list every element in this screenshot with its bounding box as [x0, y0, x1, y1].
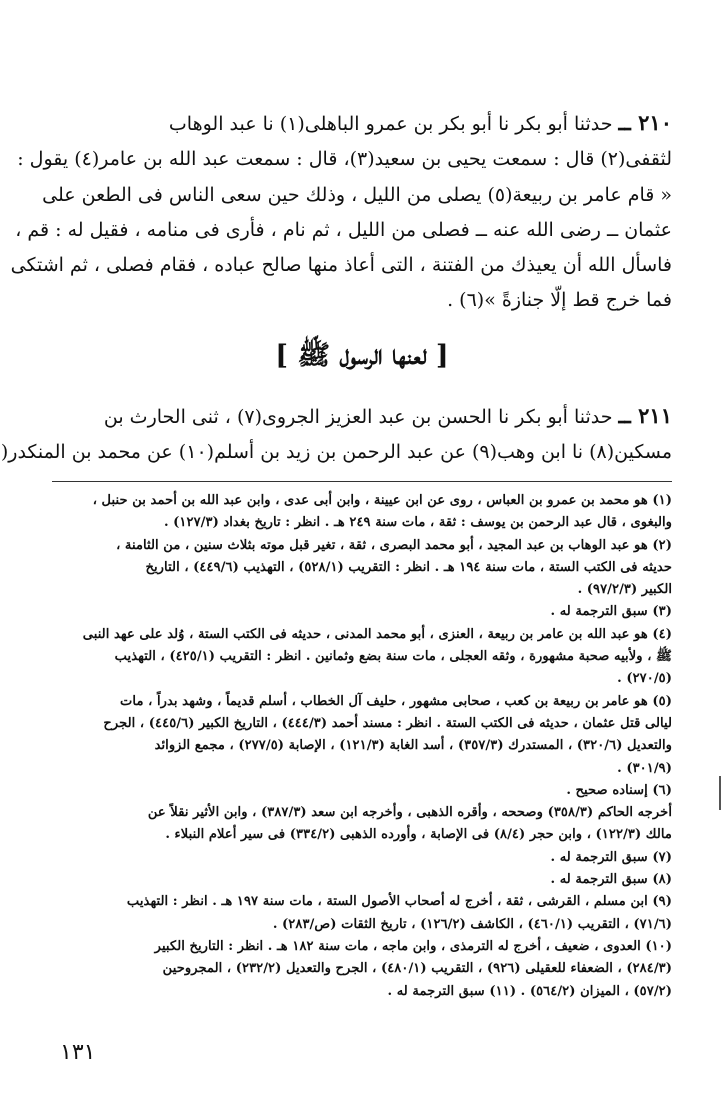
- hadith-text: حدثنا أبو بكر نا أبو بكر بن عمرو الباهلى(١) نا عبد الوهاب: [168, 113, 613, 135]
- footnote-line: حديثه فى الكتب الستة ، مات سنة ١٩٤ هـ . انظر : التقريب (٥٢٨/١) ، التهذيب (٤٤٩/٦) ، التاريخ: [145, 559, 672, 575]
- footnote-line: (٥٧/٢) ، الميزان (٥٦٤/٢) . (١١) سبق الترجمة له .: [387, 983, 672, 999]
- footnote-line: (٤) هو عبد الله بن عامر بن ربيعة ، العنزى ، أبو محمد المدنى ، حديثه فى الكتب الستة ، وُلد على عهد النبى: [82, 626, 672, 642]
- footnote-line: (٦) إسناده صحيح .: [566, 782, 672, 798]
- hadith-211-line-1: [52, 398, 672, 435]
- hadith-text: حدثنا أبو بكر نا الحسن بن عبد العزيز الجروى(٧) ، ثنى الحارث بن: [103, 406, 613, 428]
- hadith-211: [0, 398, 672, 470]
- footnotes: [52, 490, 672, 1003]
- footnote-line: (٢٨٤/٣) ، الضعفاء للعقيلى (٩٢٦) ، التقريب (٤٨٠/١) ، الجرح والتعديل (٢٣٢/٢) ، المجروحين: [162, 961, 672, 977]
- hadith-number: ٢١٠ ــ: [618, 110, 672, 135]
- footnote-line: والتعديل (٣٢٠/٦) ، المستدرك (٣٥٧/٣) ، أسد الغابة (١٢١/٣) ، الإصابة (٢٧٧/٥) ، مجمع الزوائد: [154, 738, 672, 754]
- footnote-line: (٣) سبق الترجمة له .: [550, 604, 672, 620]
- footnote-line: (٢٧٠/٥) .: [617, 671, 672, 687]
- section-heading: [ لعنها الرسول ﷺ ]: [275, 340, 449, 371]
- footnote-line: ليالى قتل عثمان ، حديثه فى الكتب الستة . انظر : مسند أحمد (٤٤٤/٣) ، التاريخ الكبير (٤٤٥/٦) ، الجرح: [103, 715, 672, 731]
- footnote-line: (٩) ابن مسلم ، القرشى ، ثقة ، أخرج له أصحاب الأصول الستة ، مات سنة ١٩٧ هـ . انظر : التهذيب: [126, 894, 672, 910]
- footnote-line: (٢) هو عبد الوهاب بن عبد المجيد ، أبو محمد البصرى ، ثقة ، تغير قبل موته بثلاث سنين ، من الثامنة ،: [116, 537, 672, 553]
- hadith-210-line-2: لثقفى(٢) قال : سمعت يحيى بن سعيد(٣)، قال : سمعت عبد الله بن عامر(٤) يقول :: [17, 148, 672, 170]
- footnote-line: (٥) هو عامر بن ربيعة بن كعب ، صحابى مشهور ، حليف آل الخطاب ، أسلم قديماً ، وشهد بدراً ، مات: [120, 693, 672, 709]
- hadith-210: [17, 105, 672, 177]
- scan-edge-mark: [719, 776, 721, 810]
- footnote-line: (٣٠١/٩) .: [617, 760, 672, 776]
- quote-line: « قام عامر بن ربيعة(٥) يصلى من الليل ، وذلك حين سعى الناس فى الطعن على: [42, 184, 672, 206]
- quote-line: فما خرج قط إلّا جنازةً »(٦) .: [447, 289, 672, 311]
- footnote-line: الكبير (٩٧/٢/٣) .: [577, 582, 672, 598]
- footnote-line: (١٠) العدوى ، ضعيف ، أخرج له الترمذى ، وابن ماجه ، مات سنة ١٨٢ هـ . انظر : التاريخ الكبير: [154, 938, 672, 954]
- footnote-line: (٧) سبق الترجمة له .: [550, 849, 672, 865]
- quote-line: عثمان ــ رضى الله عنه ــ فصلى من الليل ، ثم نام ، فأرى فى منامه ، فقيل له : قم ،: [15, 219, 672, 241]
- footnote-line: (٧١/٦) ، التقريب (٤٦٠/١) ، الكاشف (١٢٦/٢) ، تاريخ الثقات (ص/٢٨٣) .: [272, 916, 672, 932]
- footnote-line: مالك (١٢٢/٣) ، وابن حجر (٨/٤) فى الإصابة ، وأورده الذهبى (٣٣٤/٢) فى سير أعلام النبلاء .: [165, 827, 672, 843]
- footnote-divider: [52, 481, 672, 482]
- quote-line: فاسأل الله أن يعيذك من الفتنة ، التى أعاذ منها صالح عباده ، فقام فصلى ، ثم اشتكى: [10, 254, 672, 276]
- footnote-line: أخرجه الحاكم (٣٥٨/٣) وصححه ، وأقره الذهبى ، وأخرجه ابن سعد (٣٨٧/٣) ، وابن الأثير نقلاً عن: [147, 805, 672, 821]
- hadith-210-line-1: [52, 105, 672, 142]
- footnote-line: والبغوى ، قال عبد الرحمن بن يوسف : ثقة ، مات سنة ٢٤٩ هـ . انظر : تاريخ بغداد (١٢٧/٣) .: [163, 515, 672, 531]
- hadith-211-line-2: مسكين(٨) نا ابن وهب(٩) عن عبد الرحمن بن زيد بن أسلم(١٠) عن محمد بن المنكدر(: [0, 441, 672, 463]
- footnote-line: (٨) سبق الترجمة له .: [550, 872, 672, 888]
- hadith-210-quote: [10, 178, 672, 318]
- page-number: ١٣١: [60, 1040, 96, 1065]
- hadith-number: ٢١١ ــ: [618, 403, 672, 428]
- footnote-line: (١) هو محمد بن عمرو بن العباس ، روى عن ابن عيينة ، وابن أبى عدى ، وابن عبد الله بن أحمد بن حنبل ،: [92, 493, 672, 508]
- footnote-line: ﷺ ، ولأبيه صحبة مشهورة ، وثقه العجلى ، مات سنة بضع وثمانين . انظر : التقريب (٤٢٥/١) ، التهذيب: [114, 649, 672, 665]
